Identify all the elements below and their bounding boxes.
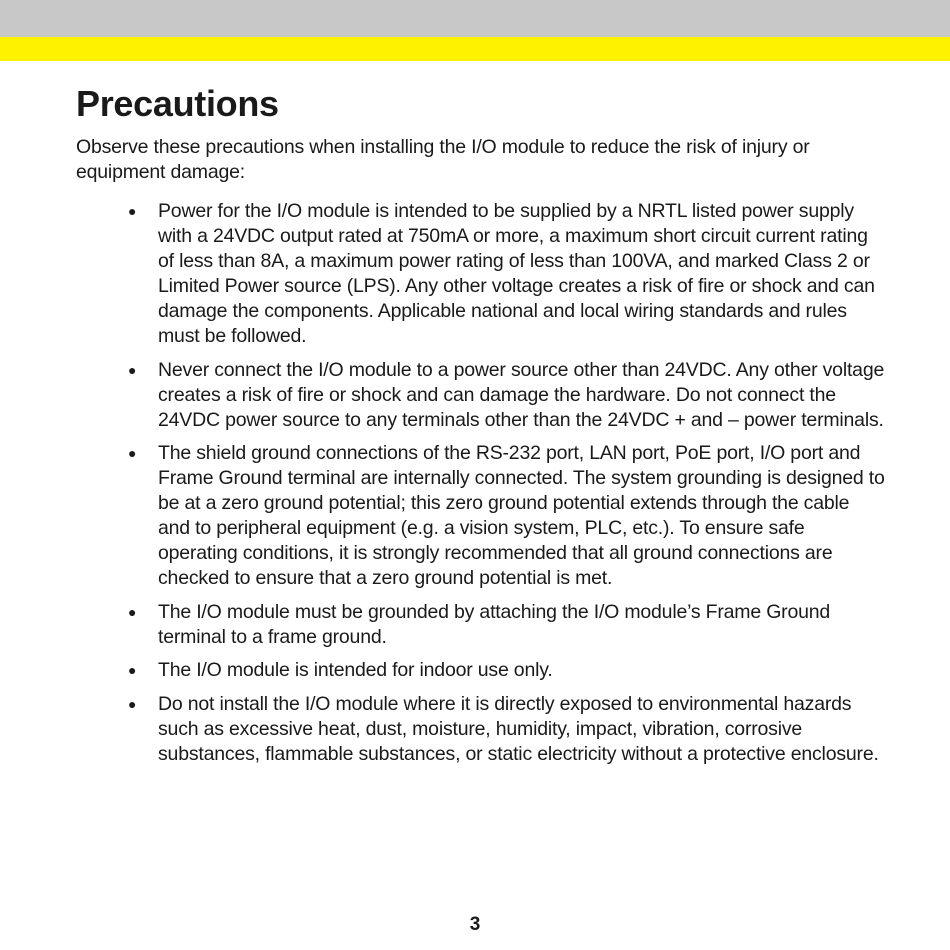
- header-gray-band: [0, 0, 950, 37]
- list-item-text: The I/O module is intended for indoor use only.: [158, 659, 553, 681]
- bullet-icon: ●: [128, 662, 137, 678]
- bullet-icon: ●: [128, 695, 137, 712]
- page-number: 3: [469, 914, 481, 935]
- list-item-text: Do not install the I/O module where it is directly exposed to environmental hazards such as excessive heat, dust, moisture, humidity, impact, vibration, corrosive substances, flammable substances, or static electricity without a protective enclosure.: [158, 692, 879, 765]
- list-item-text: Power for the I/O module is intended to be supplied by a NRTL listed power supply with a 24VDC output rated at 750mA or more, a maximum short circuit current rating of less than 8A, a maximum power rating of less than 100VA, and marked Class 2 or Limited Power source (LPS). Any other voltage creates a risk of fire or shock and can damage the components. Applicable national and local wiring standards and rules must be followed.: [158, 200, 875, 347]
- list-item: [76, 441, 886, 591]
- bullet-icon: ●: [128, 361, 137, 378]
- bullet-icon: ●: [128, 445, 137, 461]
- list-item: [76, 199, 886, 349]
- header-yellow-band: [0, 37, 950, 61]
- list-item: [76, 692, 886, 767]
- list-item-text: The I/O module must be grounded by attaching the I/O module’s Frame Ground terminal to a frame ground.: [158, 600, 831, 648]
- list-item: [76, 658, 886, 683]
- list-item-text: The shield ground connections of the RS-232 port, LAN port, PoE port, I/O port and Frame Ground terminal are internally connected. The system grounding is designed to be at a zero ground potential; this zero ground potential extends through the cable and to peripheral equipment (e.g. a vision system, PLC, etc.). To ensure safe operating conditions, it is strongly recommended that all ground connections are checked to ensure that a zero ground potential is met.: [158, 442, 885, 589]
- list-item: [76, 600, 886, 650]
- precautions-list: [76, 199, 886, 767]
- page-title: Precautions: [76, 83, 279, 124]
- list-item: [76, 358, 886, 433]
- bullet-icon: ●: [128, 603, 137, 620]
- list-item-text: Never connect the I/O module to a power source other than 24VDC. Any other voltage creates a risk of fire or shock and can damage the hardware. Do not connect the 24VDC power source to any terminals other than the 24VDC + and – power terminals.: [158, 358, 885, 431]
- intro-paragraph: Observe these precautions when installing the I/O module to reduce the risk of injury or equipment damage:: [76, 136, 810, 183]
- page-content: [76, 80, 886, 775]
- bullet-icon: ●: [128, 203, 137, 219]
